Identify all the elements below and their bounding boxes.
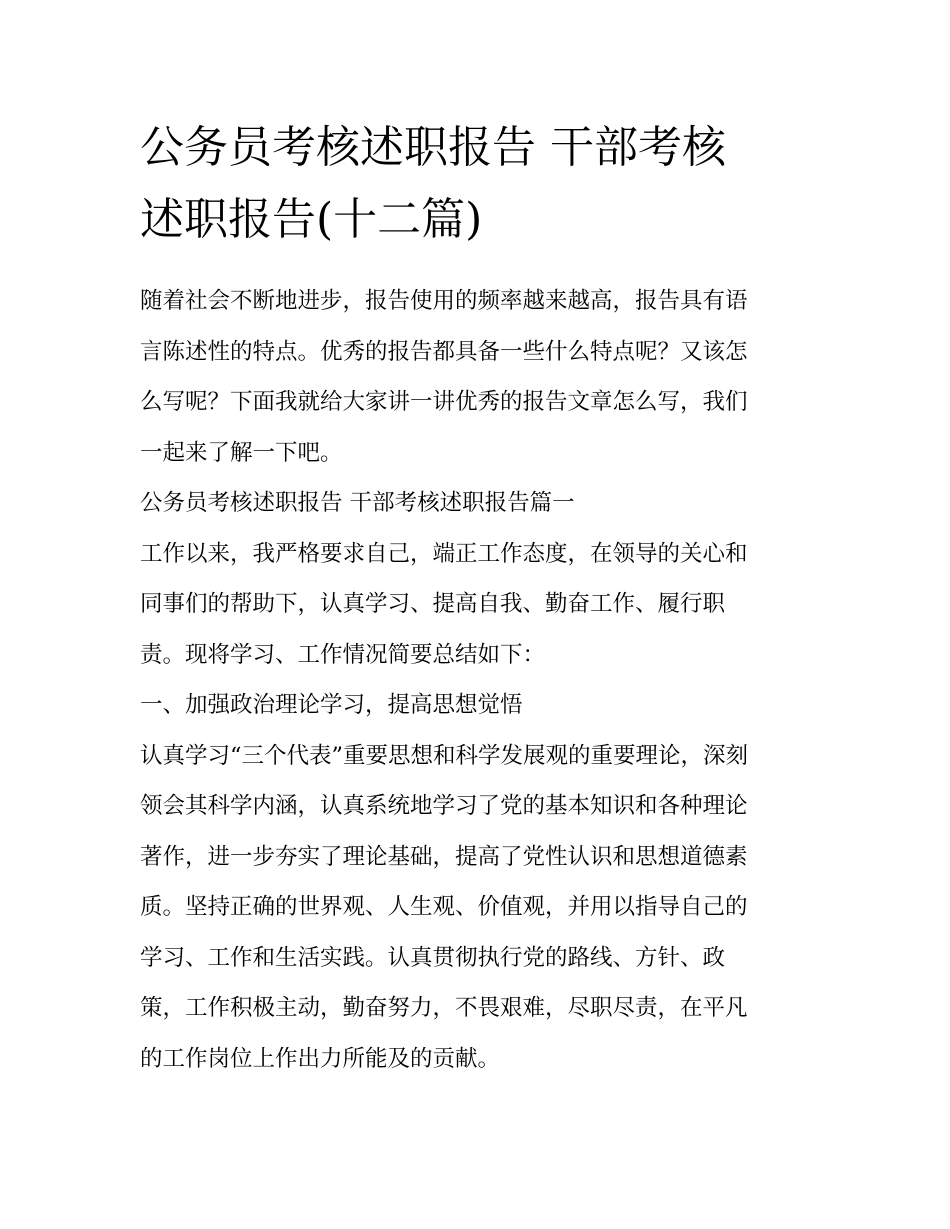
intro-line-1: 随着社会不断地进步，报告使用的频率越来越高，报告具有语: [140, 288, 748, 314]
paragraph-1-line-1: 工作以来，我严格要求自己，端正工作态度，在领导的关心和: [140, 540, 748, 567]
paragraph-2-line-6: 策，工作积极主动，勤奋努力，不畏艰难，尽职尽责，在平凡: [140, 995, 748, 1021]
paragraph-2-line-2: 领会其科学内涵，认真系统地学习了党的基本知识和各种理论: [140, 793, 748, 819]
section-heading: 公务员考核述职报告 干部考核述职报告篇一: [140, 490, 575, 516]
document-body: [140, 276, 830, 1084]
paragraph-2-line-5: 学习、工作和生活实践。认真贯彻执行党的路线、方针、政: [140, 944, 726, 971]
paragraph-2-line-1: 认真学习“三个代表”重要思想和科学发展观的重要理论，深刻: [140, 742, 749, 769]
paragraph-2-line-4: 质。坚持正确的世界观、人生观、价值观，并用以指导自己的: [140, 894, 748, 920]
title-line-1: 公务员考核述职报告 干部考核: [140, 122, 726, 173]
intro-line-3: 么写呢？下面我就给大家讲一讲优秀的报告文章怎么写，我们: [140, 389, 748, 415]
paragraph-2-line-7: 的工作岗位上作出力所能及的贡献。: [140, 1045, 501, 1072]
paragraph-1-line-2: 同事们的帮助下，认真学习、提高自我、勤奋工作、履行职: [140, 591, 726, 617]
document-title: [140, 112, 820, 256]
title-line-2: 述职报告(十二篇): [140, 194, 483, 245]
intro-line-2: 言陈述性的特点。优秀的报告都具备一些什么特点呢？又该怎: [140, 338, 748, 365]
paragraph-1-line-3: 责。现将学习、工作情况简要总结如下：: [140, 641, 546, 668]
paragraph-2-line-3: 著作，进一步夯实了理论基础，提高了党性认识和思想道德素: [140, 843, 748, 870]
intro-line-4: 一起来了解一下吧。: [140, 439, 343, 466]
subheading-1: 一、加强政治理论学习，提高思想觉悟: [140, 692, 523, 718]
